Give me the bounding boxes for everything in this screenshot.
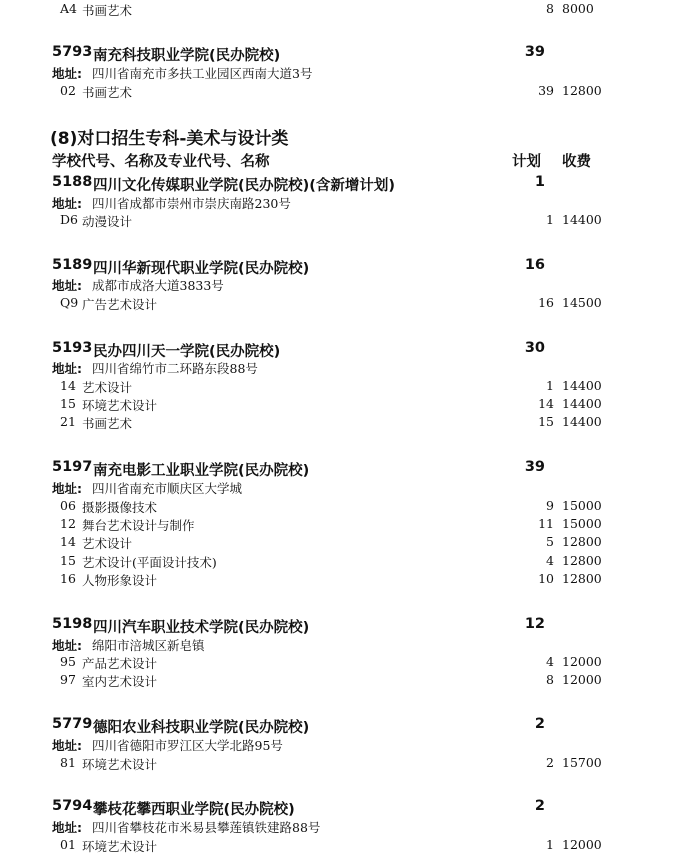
major-code: 01: [60, 837, 76, 852]
address-text: 成都市成洛大道3833号: [92, 278, 224, 293]
major-code: 97: [60, 672, 76, 687]
column-header-name: 学校代号、名称及专业代号、名称: [52, 154, 270, 170]
major-plan: 1: [546, 212, 554, 227]
school-code: 5197: [52, 459, 93, 475]
address-label: 地址:: [52, 738, 82, 753]
major-code: 12: [60, 516, 76, 531]
address-label: 地址:: [52, 638, 82, 653]
major-fee: 14500: [562, 295, 602, 310]
address-label: 地址:: [52, 361, 82, 376]
major-name: 环境艺术设计: [82, 839, 158, 854]
major-row: [0, 295, 700, 313]
school-plan: 16: [524, 257, 545, 273]
school-code: 5188: [52, 174, 93, 190]
major-code: 06: [60, 498, 76, 513]
school-code: 5793: [52, 44, 93, 60]
address-text: 绵阳市涪城区新皂镇: [92, 638, 205, 653]
school-row: [0, 798, 700, 816]
school-row: [0, 340, 700, 358]
major-plan: 4: [546, 553, 554, 568]
major-plan: 8: [546, 1, 554, 16]
school-code: 5198: [52, 616, 93, 632]
major-name: 环境艺术设计: [82, 398, 158, 413]
address-text: 四川省攀枝花市米易县攀莲镇铁建路88号: [92, 820, 321, 835]
major-row: [0, 755, 700, 773]
school-plan: 2: [534, 716, 545, 732]
major-plan: 1: [546, 378, 554, 393]
major-fee: 12000: [562, 672, 602, 687]
major-fee: 15700: [562, 755, 602, 770]
major-name: 室内艺术设计: [82, 674, 158, 689]
major-name: 环境艺术设计: [82, 757, 158, 772]
major-row: [0, 396, 700, 414]
address-text: 四川省南充市顺庆区大学城: [92, 481, 243, 496]
school-code: 5794: [52, 798, 93, 814]
major-fee: 12800: [562, 534, 602, 549]
major-name: 书画艺术: [82, 3, 133, 18]
major-name: 摄影摄像技术: [82, 500, 158, 515]
major-name: 产品艺术设计: [82, 656, 158, 671]
address-label: 地址:: [52, 196, 82, 211]
major-fee: 12000: [562, 837, 602, 852]
major-name: 艺术设计: [82, 536, 133, 551]
major-fee: 8000: [562, 1, 594, 16]
school-code: 5193: [52, 340, 93, 356]
major-code: D6: [60, 212, 78, 227]
major-name: 书画艺术: [82, 85, 133, 100]
major-code: 95: [60, 654, 76, 669]
major-code: 14: [60, 534, 76, 549]
school-name: 四川华新现代职业学院(民办院校): [93, 261, 310, 277]
address-label: 地址:: [52, 66, 82, 81]
school-plan: 39: [524, 459, 545, 475]
major-fee: 14400: [562, 414, 602, 429]
major-plan: 11: [538, 516, 554, 531]
address-label: 地址:: [52, 278, 82, 293]
major-name: 艺术设计: [82, 380, 133, 395]
school-address: [0, 276, 700, 294]
major-plan: 1: [546, 837, 554, 852]
school-plan: 2: [534, 798, 545, 814]
school-address: [0, 818, 700, 836]
school-name: 南充电影工业职业学院(民办院校): [93, 463, 310, 479]
major-code: Q9: [60, 295, 79, 310]
major-fee: 12000: [562, 654, 602, 669]
column-header-fee: 收费: [562, 154, 591, 170]
major-code: 81: [60, 755, 76, 770]
column-header: [0, 150, 700, 168]
major-code: 16: [60, 571, 76, 586]
school-code: 5189: [52, 257, 93, 273]
major-plan: 9: [546, 498, 554, 513]
column-header-plan: 计划: [512, 154, 541, 170]
school-name: 南充科技职业学院(民办院校): [93, 48, 281, 64]
major-code: 15: [60, 396, 76, 411]
major-row: [0, 378, 700, 396]
school-address: [0, 636, 700, 654]
major-fee: 12800: [562, 553, 602, 568]
school-row: [0, 459, 700, 477]
major-plan: 10: [538, 571, 554, 586]
school-plan: 12: [524, 616, 545, 632]
school-row: [0, 716, 700, 734]
major-plan: 39: [538, 83, 554, 98]
major-plan: 5: [546, 534, 554, 549]
major-row: [0, 654, 700, 672]
major-plan: 2: [546, 755, 554, 770]
section-title: (8)对口招生专科-美术与设计类: [50, 129, 289, 149]
major-name: 艺术设计(平面设计技术): [82, 555, 217, 570]
major-row: [0, 414, 700, 432]
major-row: [0, 1, 700, 19]
school-plan: 30: [524, 340, 545, 356]
major-fee: 12800: [562, 83, 602, 98]
major-row: [0, 516, 700, 534]
school-row: [0, 174, 700, 192]
school-code: 5779: [52, 716, 93, 732]
major-name: 人物形象设计: [82, 573, 158, 588]
major-code: 15: [60, 553, 76, 568]
major-plan: 16: [538, 295, 554, 310]
address-text: 四川省成都市崇州市崇庆南路230号: [92, 196, 291, 211]
school-name: 德阳农业科技职业学院(民办院校): [93, 720, 310, 736]
school-address: [0, 736, 700, 754]
address-label: 地址:: [52, 481, 82, 496]
major-code: 21: [60, 414, 76, 429]
major-row: [0, 837, 700, 855]
major-row: [0, 498, 700, 516]
school-name: 四川汽车职业技术学院(民办院校): [93, 620, 310, 636]
school-address: [0, 359, 700, 377]
major-name: 动漫设计: [82, 214, 133, 229]
major-name: 舞台艺术设计与制作: [82, 518, 195, 533]
major-fee: 15000: [562, 516, 602, 531]
school-address: [0, 194, 700, 212]
major-row: [0, 553, 700, 571]
address-text: 四川省德阳市罗江区大学北路95号: [92, 738, 283, 753]
major-fee: 15000: [562, 498, 602, 513]
major-plan: 8: [546, 672, 554, 687]
address-text: 四川省绵竹市二环路东段88号: [92, 361, 258, 376]
school-row: [0, 257, 700, 275]
major-fee: 14400: [562, 212, 602, 227]
school-name: 攀枝花攀西职业学院(民办院校): [93, 802, 295, 818]
major-name: 广告艺术设计: [82, 297, 158, 312]
school-row: [0, 44, 700, 62]
school-name: 民办四川天一学院(民办院校): [93, 344, 281, 360]
school-address: [0, 479, 700, 497]
address-text: 四川省南充市多扶工业园区西南大道3号: [92, 66, 313, 81]
major-row: [0, 212, 700, 230]
major-fee: 14400: [562, 396, 602, 411]
address-label: 地址:: [52, 820, 82, 835]
major-name: 书画艺术: [82, 416, 133, 431]
major-code: A4: [60, 1, 77, 16]
major-plan: 14: [538, 396, 554, 411]
major-fee: 12800: [562, 571, 602, 586]
school-plan: 1: [534, 174, 545, 190]
major-row: [0, 534, 700, 552]
major-code: 14: [60, 378, 76, 393]
major-fee: 14400: [562, 378, 602, 393]
major-row: [0, 571, 700, 589]
school-name: 四川文化传媒职业学院(民办院校)(含新增计划): [93, 178, 396, 194]
major-plan: 15: [538, 414, 554, 429]
major-row: [0, 672, 700, 690]
school-row: [0, 616, 700, 634]
school-address: [0, 64, 700, 82]
school-plan: 39: [524, 44, 545, 60]
major-code: 02: [60, 83, 76, 98]
major-row: [0, 83, 700, 101]
major-plan: 4: [546, 654, 554, 669]
